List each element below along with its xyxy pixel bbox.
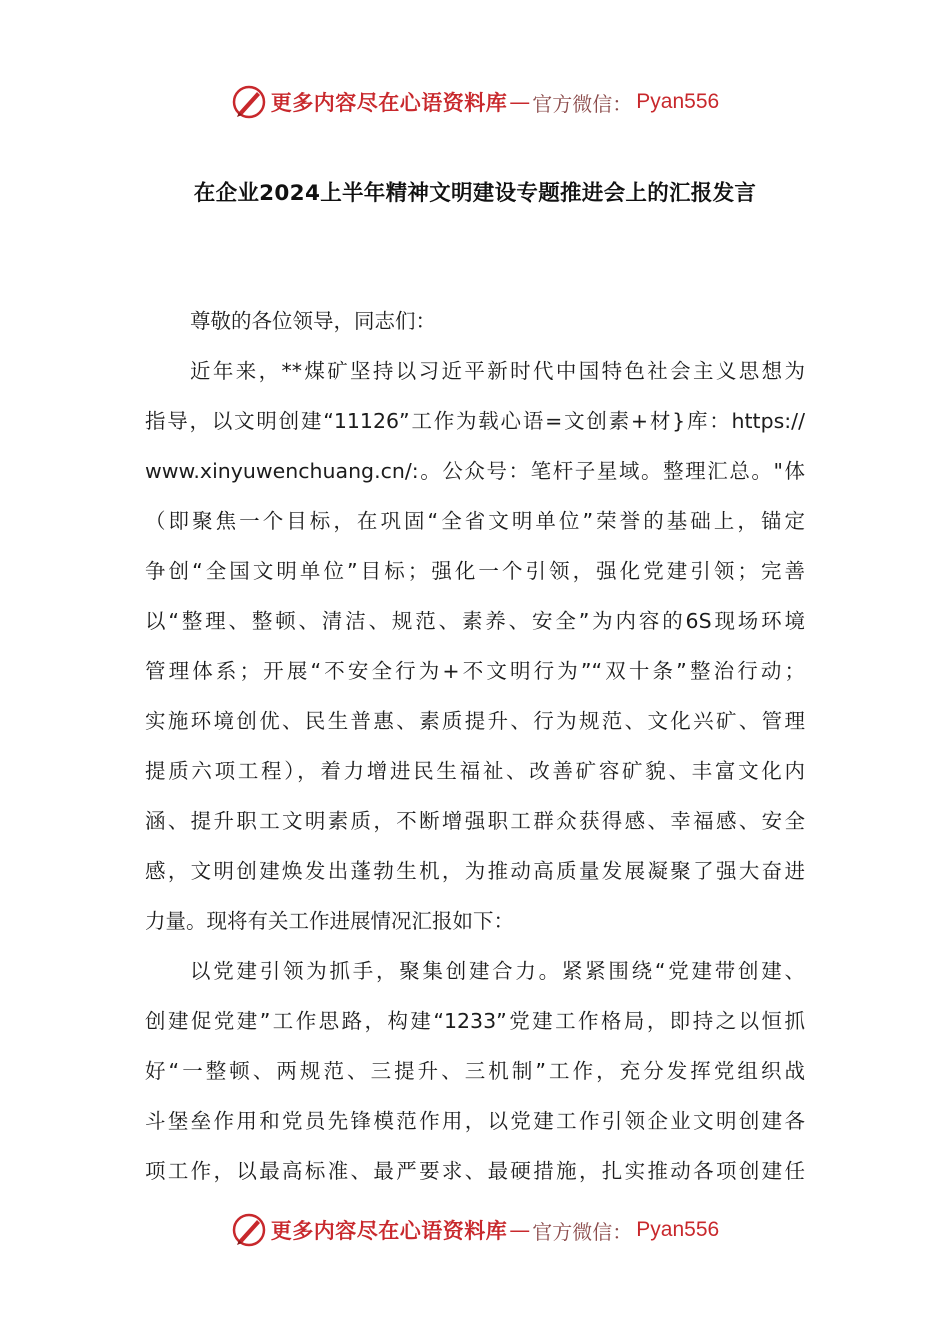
text-line: 以“整理、整顿、清洁、规范、素养、安全”为内容的6S现场环境 [145, 609, 805, 633]
footer-banner [0, 1210, 950, 1250]
salutation-line: 尊敬的各位领导，同志们： [190, 309, 436, 333]
text-line: 感，文明创建焕发出蓬勃生机，为推动高质量发展凝聚了强大奋进 [145, 859, 805, 883]
text-line: 力量。现将有关工作进展情况汇报如下： [145, 909, 514, 933]
text-line: 近年来，**煤矿坚持以习近平新时代中国特色社会主义思想为 [190, 359, 805, 383]
banner-dash: — [509, 1218, 531, 1242]
text-line: 涵、提升职工文明素质，不断增强职工群众获得感、幸福感、安全 [145, 809, 805, 833]
banner-dash: — [509, 90, 531, 114]
text-line: 争创“全国文明单位”目标；强化一个引领，强化党建引领；完善 [145, 559, 805, 583]
header-banner [0, 82, 950, 122]
text-line: （即聚焦一个目标，在巩固“全省文明单位”荣誉的基础上，锚定 [145, 509, 805, 533]
text-line: www.xinyuwenchuang.cn/:。公众号：笔杆子星域。整理汇总。"体 [145, 459, 805, 483]
text-line: 项工作，以最高标准、最严要求、最硬措施，扎实推动各项创建任 [145, 1159, 805, 1183]
document-title: 在企业2024上半年精神文明建设专题推进会上的汇报发言 [193, 181, 757, 206]
banner-official-label: 官方微信： [532, 1219, 633, 1244]
banner-wechat-id: Pyan556 [636, 90, 720, 113]
pen-logo-icon [231, 1212, 267, 1248]
banner-official-label: 官方微信： [532, 91, 633, 116]
text-line: 管理体系；开展“不安全行为+不文明行为”“双十条”整治行动； [145, 659, 805, 683]
text-line: 实施环境创优、民生普惠、素质提升、行为规范、文化兴矿、管理 [145, 709, 805, 733]
text-line: 好“一整顿、两规范、三提升、三机制”工作，充分发挥党组织战 [145, 1059, 805, 1083]
text-line: 以党建引领为抓手，聚集创建合力。紧紧围绕“党建带创建、 [190, 959, 805, 983]
text-line: 指导，以文明创建“11126”工作为载心语=文创素+材}库：https:// [145, 409, 805, 433]
text-line: 斗堡垒作用和党员先锋模范作用，以党建工作引领企业文明创建各 [145, 1109, 805, 1133]
text-line: 提质六项工程），着力增进民生福祉、改善矿容矿貌、丰富文化内 [145, 759, 805, 783]
pen-logo-icon [231, 84, 267, 120]
banner-wechat-id: Pyan556 [636, 1218, 720, 1241]
banner-main-text: 更多内容尽在心语资料库 [270, 1218, 508, 1243]
text-line: 创建促党建”工作思路，构建“1233”党建工作格局，即持之以恒抓 [145, 1009, 805, 1033]
banner-main-text: 更多内容尽在心语资料库 [270, 90, 508, 115]
document-body [145, 296, 805, 1196]
